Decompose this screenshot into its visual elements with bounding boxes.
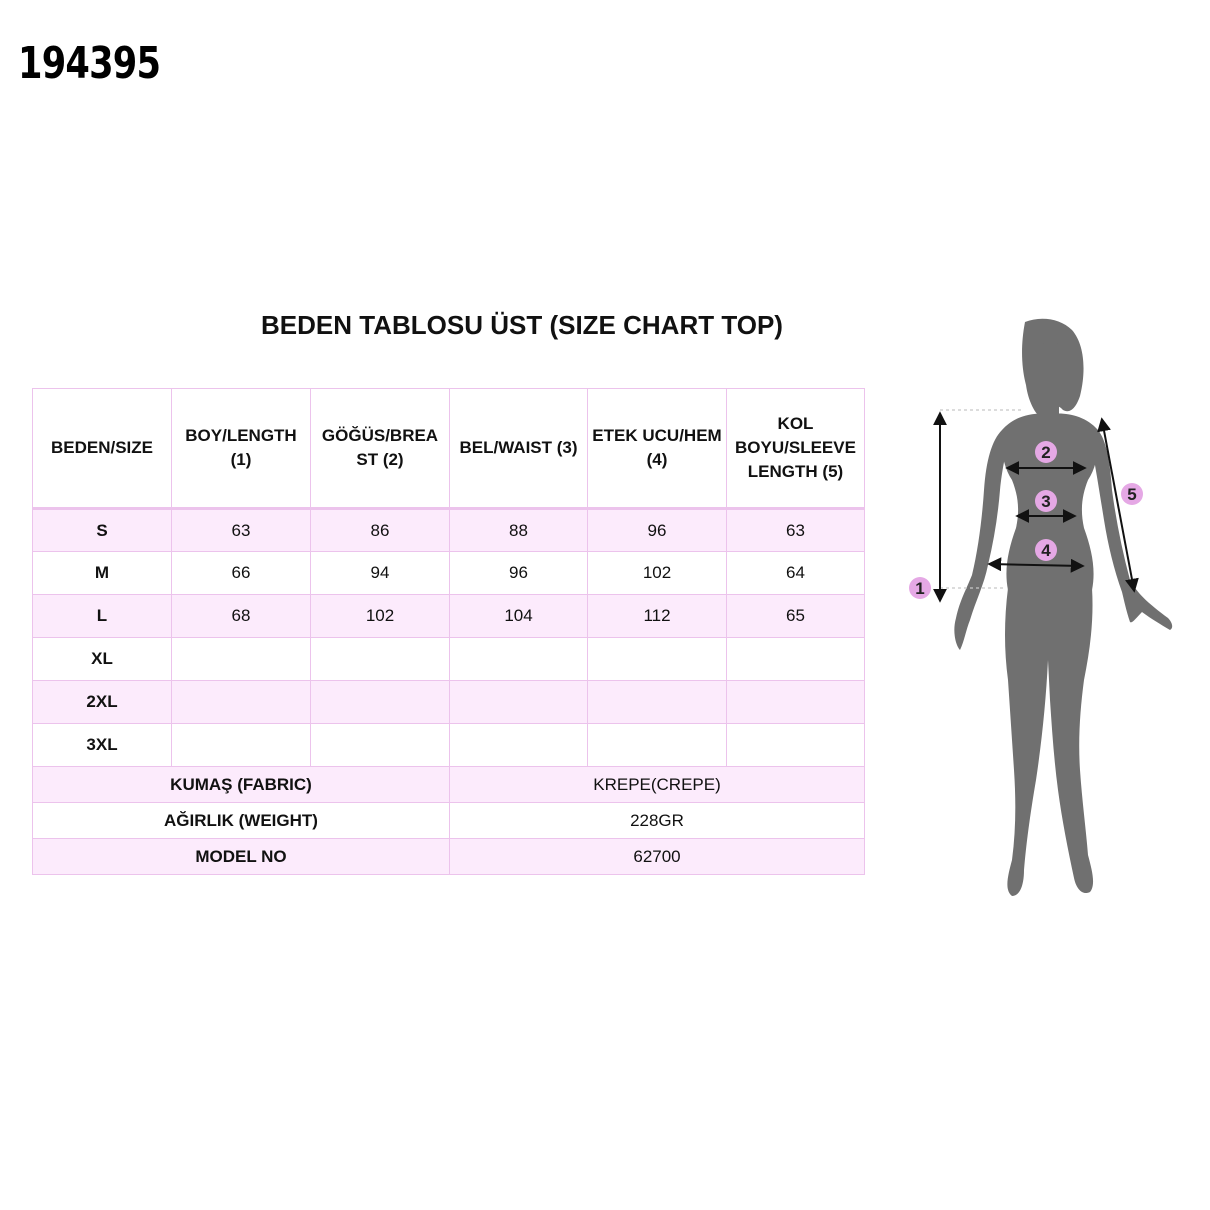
measurement-figure xyxy=(900,300,1190,910)
svg-text:1: 1 xyxy=(915,579,925,598)
model-no-row xyxy=(33,839,865,875)
weight-value: 228GR xyxy=(450,803,865,839)
size-chart-table xyxy=(32,388,865,875)
table-row xyxy=(33,681,865,724)
table-cell: 63 xyxy=(727,509,865,552)
fabric-label: KUMAŞ (FABRIC) xyxy=(33,767,450,803)
product-code: 194395 xyxy=(18,38,161,89)
table-cell: 102 xyxy=(588,552,727,595)
table-cell xyxy=(450,681,588,724)
table-row xyxy=(33,724,865,767)
table-cell xyxy=(588,724,727,767)
model-no-label: MODEL NO xyxy=(33,839,450,875)
size-chart-title: BEDEN TABLOSU ÜST (SIZE CHART TOP) xyxy=(261,310,783,340)
table-cell xyxy=(172,724,311,767)
badge-3 xyxy=(1035,490,1057,512)
header-sleeve-length: KOL BOYU/SLEEVE LENGTH (5) xyxy=(727,389,865,509)
table-cell xyxy=(172,638,311,681)
silhouette-icon xyxy=(954,319,1172,896)
table-row xyxy=(33,595,865,638)
size-cell: M xyxy=(33,552,172,595)
table-row xyxy=(33,552,865,595)
table-cell xyxy=(450,638,588,681)
header-breast: GÖĞÜS/BREA ST (2) xyxy=(311,389,450,509)
size-cell: 2XL xyxy=(33,681,172,724)
header-length: BOY/LENGTH (1) xyxy=(172,389,311,509)
badge-1 xyxy=(909,577,931,599)
model-no-value: 62700 xyxy=(450,839,865,875)
badge-4 xyxy=(1035,539,1057,561)
table-cell xyxy=(588,638,727,681)
table-cell: 88 xyxy=(450,509,588,552)
size-cell: L xyxy=(33,595,172,638)
header-hem: ETEK UCU/HEM (4) xyxy=(588,389,727,509)
fabric-row xyxy=(33,767,865,803)
table-row xyxy=(33,509,865,552)
header-waist: BEL/WAIST (3) xyxy=(450,389,588,509)
badge-5 xyxy=(1121,483,1143,505)
fabric-value: KREPE(CREPE) xyxy=(450,767,865,803)
size-cell: 3XL xyxy=(33,724,172,767)
table-cell: 96 xyxy=(588,509,727,552)
table-cell xyxy=(727,724,865,767)
table-cell xyxy=(727,638,865,681)
table-header-row xyxy=(33,389,865,509)
table-cell: 112 xyxy=(588,595,727,638)
size-cell: XL xyxy=(33,638,172,681)
svg-text:2: 2 xyxy=(1041,443,1051,462)
table-cell xyxy=(311,681,450,724)
size-cell: S xyxy=(33,509,172,552)
weight-row xyxy=(33,803,865,839)
svg-text:3: 3 xyxy=(1041,492,1051,511)
table-cell: 94 xyxy=(311,552,450,595)
table-cell: 86 xyxy=(311,509,450,552)
table-cell: 102 xyxy=(311,595,450,638)
table-cell xyxy=(172,681,311,724)
weight-label: AĞIRLIK (WEIGHT) xyxy=(33,803,450,839)
female-silhouette-diagram xyxy=(900,300,1190,910)
table-row xyxy=(33,638,865,681)
table-cell: 96 xyxy=(450,552,588,595)
table-cell xyxy=(311,724,450,767)
table-cell xyxy=(727,681,865,724)
table-cell xyxy=(311,638,450,681)
table-cell xyxy=(588,681,727,724)
table-cell xyxy=(450,724,588,767)
svg-text:4: 4 xyxy=(1041,541,1051,560)
table-cell: 104 xyxy=(450,595,588,638)
svg-text:5: 5 xyxy=(1127,485,1137,504)
table-cell: 64 xyxy=(727,552,865,595)
table-cell: 63 xyxy=(172,509,311,552)
header-size: BEDEN/SIZE xyxy=(33,389,172,509)
table-cell: 65 xyxy=(727,595,865,638)
table-cell: 68 xyxy=(172,595,311,638)
table-cell: 66 xyxy=(172,552,311,595)
badge-2 xyxy=(1035,441,1057,463)
